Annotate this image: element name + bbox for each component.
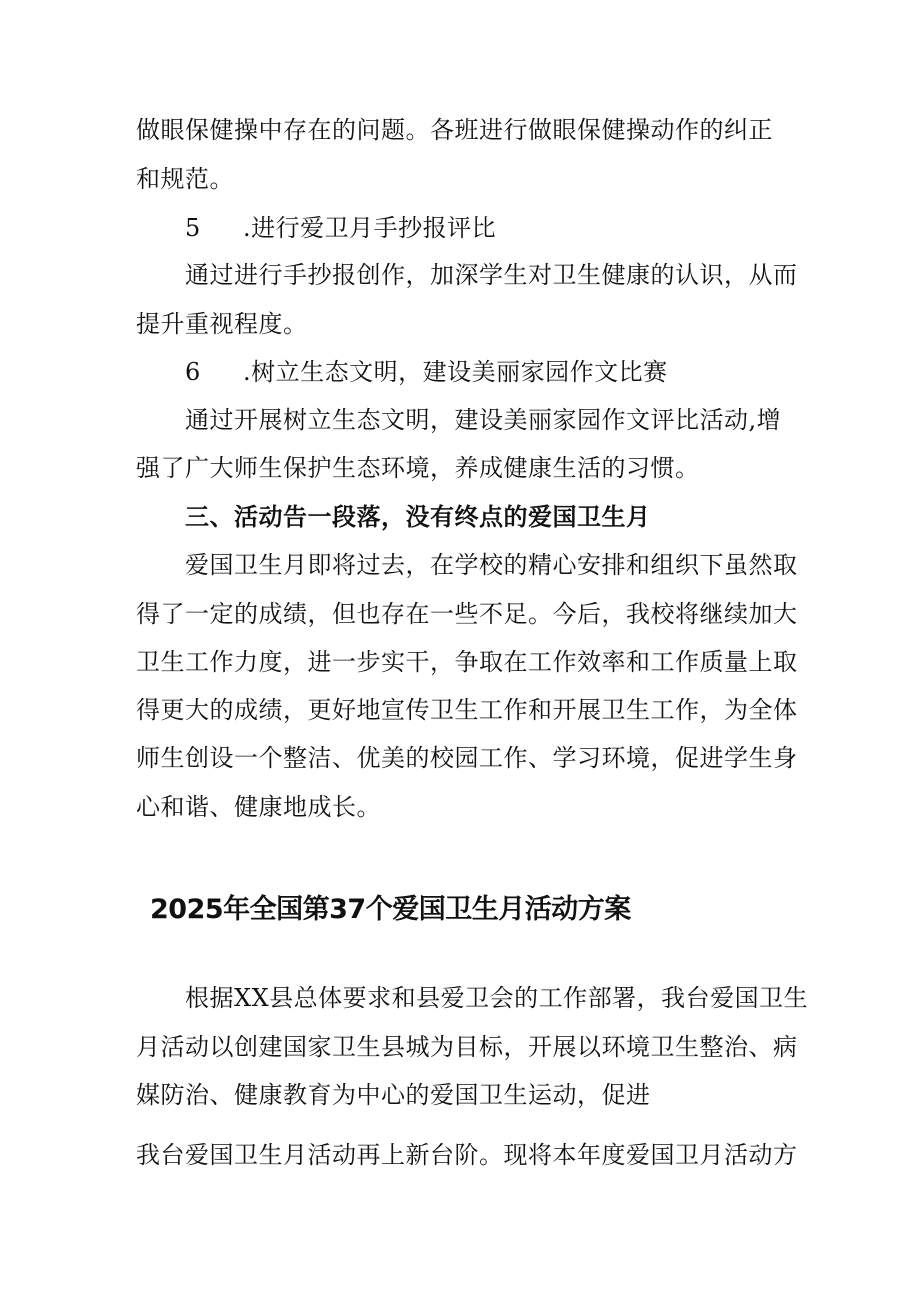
paragraph-line: 提升重视程度。	[136, 310, 308, 338]
paragraph-line: 卫生工作力度，进一步实干，争取在工作效率和工作质量上取	[136, 648, 798, 676]
paragraph-line: 媒防治、健康教育为中心的爱国卫生运动，促进	[136, 1081, 651, 1109]
paragraph-line: 月活动以创建国家卫生县城为目标，开展以环境卫生整治、病	[136, 1033, 798, 1061]
list-item-title: .进行爱卫月手抄报评比	[243, 214, 497, 242]
paragraph-line: 得更大的成绩，更好地宣传卫生工作和开展卫生工作，为全体	[136, 696, 798, 724]
list-item-number: 5	[185, 214, 201, 242]
document-title: 2025年全国第37个爱国卫生月活动方案	[150, 894, 631, 925]
paragraph-line: 做眼保健操中存在的问题。各班进行做眼保健操动作的纠正	[136, 116, 773, 144]
paragraph-line: 心和谐、健康地成长。	[136, 793, 381, 821]
list-item-number: 6	[185, 358, 201, 386]
list-item-title: .树立生态文明，建设美丽家园作文比赛	[243, 358, 668, 386]
paragraph-line: 得了一定的成绩，但也存在一些不足。今后，我校将继续加大	[136, 600, 798, 628]
paragraph-line: 强了广大师生保护生态环境，养成健康生活的习惯。	[136, 454, 700, 482]
list-item-heading	[185, 357, 668, 387]
paragraph-line: 根据XX县总体要求和县爱卫会的工作部署，我台爱国卫生	[185, 984, 809, 1012]
list-item-heading	[185, 213, 496, 243]
paragraph-line: 爱国卫生月即将过去，在学校的精心安排和组织下虽然取	[185, 551, 798, 579]
paragraph-line: 通过开展树立生态文明，建设美丽家园作文评比活动,增	[185, 406, 782, 434]
paragraph-line: 师生创设一个整洁、优美的校园工作、学习环境，促进学生身	[136, 744, 798, 772]
paragraph-line: 我台爱国卫生月活动再上新台阶。现将本年度爱国卫月活动方	[136, 1141, 798, 1169]
paragraph-line: 通过进行手抄报创作，加深学生对卫生健康的认识，从而	[185, 261, 798, 289]
paragraph-line: 和规范。	[136, 165, 234, 193]
section-heading: 三、活动告一段落，没有终点的爱国卫生月	[185, 502, 651, 531]
